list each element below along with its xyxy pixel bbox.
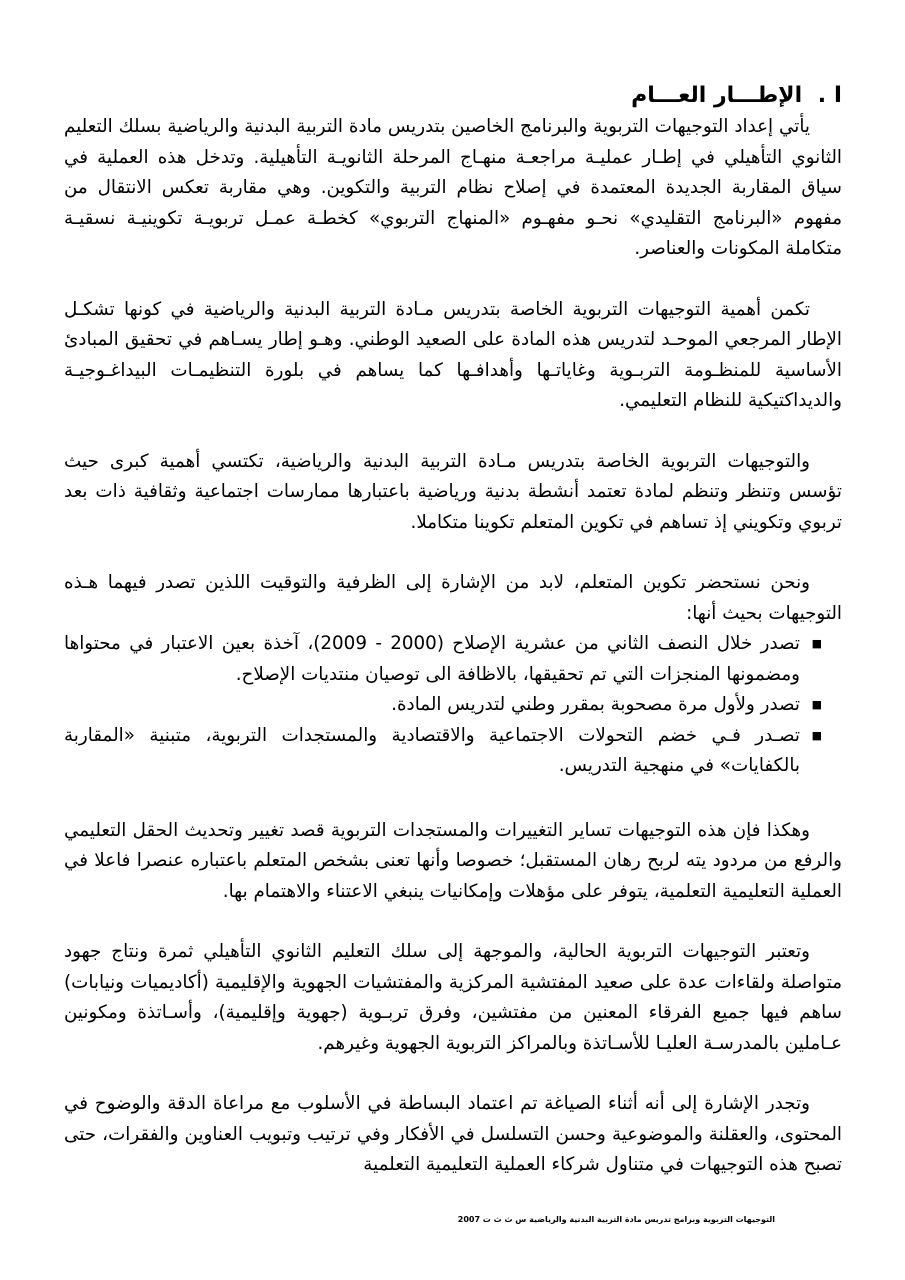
list-item-text: تصدر خلال النصف الثاني من عشرية الإصلاح (2000 - 2009)، آخذة بعين الاعتبار في محتواها ومضمونها المنجزات التي تم تحقيقها، بالاظافة الى توصيان منتديات الإصلاح. bbox=[64, 633, 800, 685]
bullet-list bbox=[64, 629, 842, 782]
section-title: الإطـــار العـــام bbox=[631, 83, 803, 108]
paragraph-intro: يأتي إعداد التوجيهات التربوية والبرنامج الخاصين بتدريس مادة التربية البدنية والرياضية بسلك التعليم الثانوي التأهيلي في إطـار عمليـة مراجعـة منهـاج المرحلة الثانويـة التأهيلية. وتدخل هذه العملية في سياق المقاربة الجديدة المعتمدة في إصلاح نظام التربية والتكوين. وهي مقاربة تعكس الانتقال من مفهوم «البرنامج التقليدي» نحـو مفهـوم «المنهاج التربوي» كخطـة عمـل تربويـة تكوينيـة نسقيـة متكاملة المكونات والعناصر. bbox=[64, 116, 842, 259]
page-footer: التوجيهات التربوية وبرامج تدريس مادة التربية البدنية والرياضية س ث ث ت 2007 bbox=[457, 1215, 775, 1224]
section-number: I . bbox=[817, 83, 842, 108]
list-item bbox=[64, 690, 822, 721]
document-body bbox=[64, 82, 842, 1211]
paragraph-guidelines: والتوجيهات التربوية الخاصة بتدريس مـادة التربية البدنية والرياضية، تكتسي أهمية كبرى حيث تؤسس وتنظر وتنظم لمادة تعتمد أنشطة بدنية ورياضية باعتبارها ممارسات اجتماعية وثقافية ذات بعد تربوي وتكويني إذ تساهم في تكوين المتعلم تكوينا متكاملا. bbox=[64, 450, 842, 533]
list-item bbox=[64, 721, 822, 782]
paragraph-reform: وهكذا فإن هذه التوجيهات تساير التغييرات والمستجدات التربوية قصد تغيير وتحديث الحقل التعليمي والرفع من مردود يته لربح رهان المستقبل؛ خصوصا وأنها تعنى بشخص المتعلم باعتباره عنصرا فاعلا في العملية التعليمية التعلمية، يتوفر على مؤهلات وإمكانيات ينبغي الاعتناء والاهتمام بها. bbox=[64, 819, 842, 902]
square-bullet-icon: ■ bbox=[811, 698, 822, 711]
paragraph-importance: تكمن أهمية التوجيهات التربوية الخاصة بتدريس مـادة التربية البدنية والرياضية في كونها تشكـل الإطار المرجعي الموحـد لتدريس هذه المادة على الصعيد الوطني. وهـو إطار يسـاهم في تحقيق المبادئ الأساسية للمنظـومة التربـوية وغاياتـها وأهدافـها كما يساهم في بلورة التنظيمـات البيداغـوجيـة والديداكتيكية للنظام التعليمي. bbox=[64, 298, 842, 411]
section-heading bbox=[64, 82, 842, 110]
square-bullet-icon: ■ bbox=[811, 728, 822, 742]
paragraph-context: ونحن نستحضر تكوين المتعلم، لابد من الإشارة إلى الظرفية والتوقيت اللذين تصدر فيهما هـذه التوجيهات بحيث أنها: bbox=[64, 572, 842, 624]
list-item-text: تصـدر فـي خضم التحولات الاجتماعية والاقتصادية والمستجدات التربوية، متبنية «المقاربة بالكفايات» في منهجية التدريس. bbox=[64, 724, 800, 776]
list-item bbox=[64, 629, 822, 690]
paragraph-contributors: وتعتبر التوجيهات التربوية الحالية، والموجهة إلى سلك التعليم الثانوي التأهيلي ثمرة ونتاج جهود متواصلة ولقاءات عدة على صعيد المفتشية المركزية والمفتشيات الجهوية والإقليمية (أكاديميات ونيابات) ساهم فيها جميع الفرقاء المعنين من مفتشين، وفرق تربـوية (جهوية وإقليمية)، وأسـاتذة ومكونين عـاملين بالمدرسـة العليـا للأسـاتذة وبالمراكز التربوية الجهوية وغيرهم. bbox=[64, 941, 842, 1054]
paragraph-style: وتجدر الإشارة إلى أنه أثناء الصياغة تم اعتماد البساطة في الأسلوب مع مراعاة الدقة والوضوح في المحتوى، والعقلنة والموضوعية وحسن التسلسل في الأفكار وفي ترتيب وتبويب العناوين والفقرات، حتى تصبح هذه التوجيهات في متناول شركاء العملية التعليمية التعلمية bbox=[64, 1093, 842, 1175]
square-bullet-icon: ■ bbox=[811, 637, 822, 650]
list-item-text: تصدر ولأول مرة مصحوبة بمقرر وطني لتدريس المادة. bbox=[391, 694, 800, 715]
